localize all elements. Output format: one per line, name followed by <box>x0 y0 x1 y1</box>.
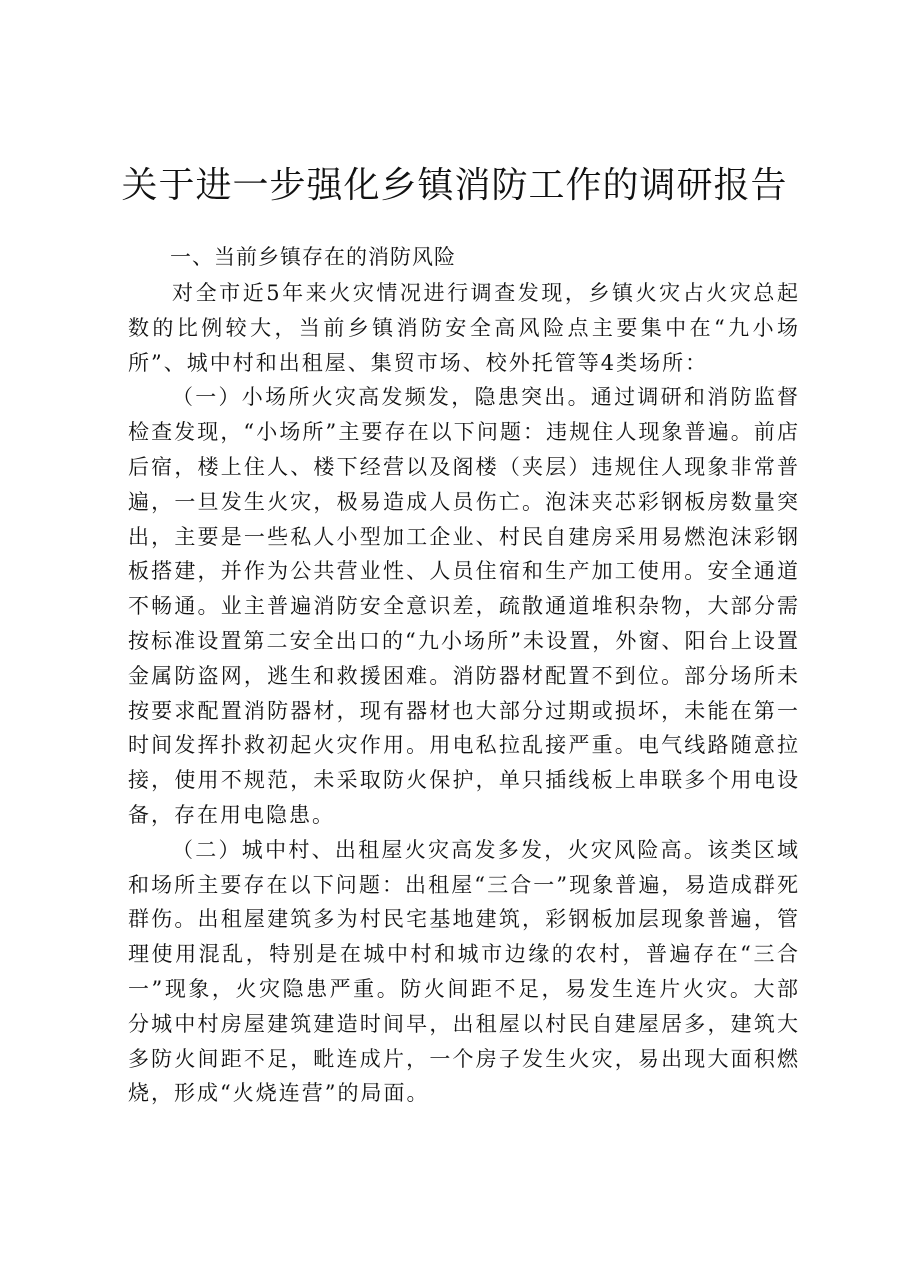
subsection-1-paragraph <box>128 380 800 832</box>
document-title: 关于进一步强化乡镇消防工作的调研报告 <box>121 165 788 206</box>
document-body <box>128 238 800 1111</box>
subsection-1-body: 通过调研和消防监督检查发现，“小场所”主要存在以下问题：违规住人现象普遍。前店后宿，楼上住人、楼下经营以及阁楼（夹层）违规住人现象非常普遍，一旦发生火灾，极易造成人员伤亡。泡沫夹芯彩钢板房数量突出，主要是一些私人小型加工企业、村民自建房采用易燃泡沫彩钢板搭建，并作为公共营业性、人员住宿和生产加工使用。安全通道不畅通。业主普遍消防安全意识差，疏散通道堆积杂物，大部分需按标准设置第二安全出口的“九小场所”未设置，外窗、阳台上设置金属防盗网，逃生和救援困难。消防器材配置不到位。部分场所未按要求配置消防器材，现有器材也大部分过期或损坏，未能在第一时间发挥扑救初起火灾作用。用电私拉乱接严重。电气线路随意拉接，使用不规范，未采取防火保护，单只插线板上串联多个用电设备，存在用电隐患。 <box>128 385 801 827</box>
subsection-2-paragraph <box>128 833 800 1111</box>
intro-paragraph: 对全市近5年来火灾情况进行调查发现，乡镇火灾占火灾总起数的比例较大，当前乡镇消防安全高风险点主要集中在“九小场所”、城中村和出租屋、集贸市场、校外托管等4类场所： <box>128 281 800 375</box>
subsection-1-heading: （一）小场所火灾高发频发，隐患突出。 <box>172 385 591 410</box>
section-heading: 一、当前乡镇存在的消防风险 <box>170 245 456 269</box>
subsection-2-heading: （二）城中村、出租屋火灾高发多发，火灾风险高。 <box>172 837 708 862</box>
subsection-2-body: 该类区域和场所主要存在以下问题：出租屋“三合一”现象普遍，易造成群死群伤。出租屋建筑多为村民宅基地建筑，彩钢板加层现象普遍，管理使用混乱，特别是在城中村和城市边缘的农村，普遍存在“三合一”现象，火灾隐患严重。防火间距不足，易发生连片火灾。大部分城中村房屋建筑建造时间早，出租屋以村民自建屋居多，建筑大多防火间距不足，毗连成片，一个房子发生火灾，易出现大面积燃烧，形成“火烧连营”的局面。 <box>128 837 801 1106</box>
